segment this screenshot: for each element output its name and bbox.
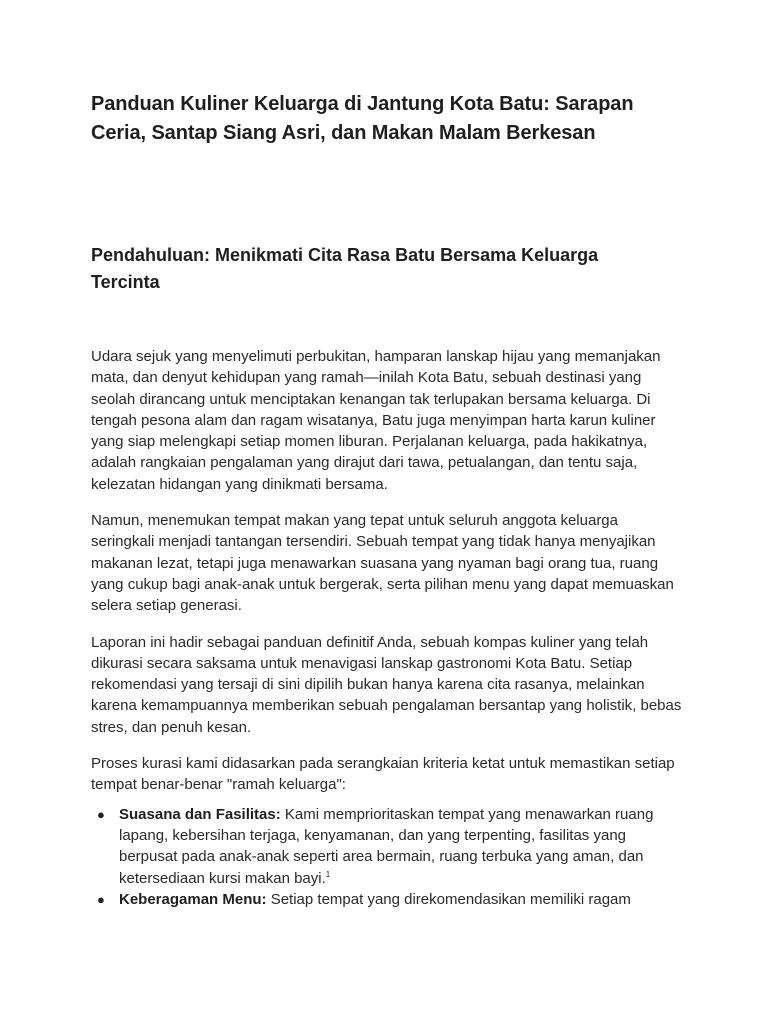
paragraph: Namun, menemukan tempat makan yang tepat untuk seluruh anggota keluarga seringkali menjadi tantangan tersendiri. Sebuah tempat yang tidak hanya menyajikan makanan lezat, tetapi juga menawarkan suasana yang nyaman bagi orang tua, ruang yang cukup bagi anak-anak untuk bergerak, serta pilihan menu yang dapat memuaskan selera setiap generasi. <box>91 512 674 615</box>
criteria-label: Keberagaman Menu: <box>119 890 267 908</box>
paragraph: Laporan ini hadir sebagai panduan definitif Anda, sebuah kompas kuliner yang telah dikurasi secara saksama untuk menavigasi lanskap gastronomi Kota Batu. Setiap rekomendasi yang tersaji di sini dipilih bukan hanya karena cita rasanya, melainkan karena kemampuannya memberikan sebuah pengalaman bersantap yang holistik, bebas stres, dan penuh kesan. <box>91 633 682 736</box>
bullet-icon: ● <box>97 806 105 822</box>
criteria-list <box>91 804 683 910</box>
list-item <box>91 889 683 910</box>
footnote-ref[interactable]: 1 <box>325 869 331 879</box>
paragraph: Udara sejuk yang menyelimuti perbukitan, hamparan lanskap hijau yang memanjakan mata, dan denyut kehidupan yang ramah—inilah Kota Batu, sebuah destinasi yang seolah dirancang untuk menciptakan kenangan tak terlupakan bersama keluarga. Di tengah pesona alam dan ragam wisatanya, Batu juga menyimpan harta karun kuliner yang siap melengkapi setiap momen liburan. Perjalanan keluarga, pada hakikatnya, adalah rangkaian pengalaman yang dirajut dari tawa, petualangan, dan tentu saja, kelezatan hidangan yang dinikmati bersama. <box>91 348 661 493</box>
paragraph: Proses kurasi kami didasarkan pada serangkaian kriteria ketat untuk memastikan setiap tempat benar-benar "ramah keluarga": <box>91 755 675 794</box>
list-item <box>91 804 683 889</box>
body-text <box>91 346 683 910</box>
criteria-label: Suasana dan Fasilitas: <box>119 805 281 823</box>
criteria-text: Kami memprioritaskan tempat yang menawarkan ruang lapang, kebersihan terjaga, kenyamanan, dan yang terpenting, fasilitas yang berpusat pada anak-anak seperti area bermain, ruang terbuka yang aman, dan ketersediaan kursi makan bayi. <box>119 805 654 887</box>
section-heading-introduction: Pendahuluan: Menikmati Cita Rasa Batu Bersama Keluarga Tercinta <box>91 245 599 292</box>
document-title: Panduan Kuliner Keluarga di Jantung Kota Batu: Sarapan Ceria, Santap Siang Asri, dan Makan Malam Berkesan <box>91 93 634 144</box>
document-page <box>91 90 683 908</box>
bullet-icon: ● <box>97 891 105 907</box>
criteria-text: Setiap tempat yang direkomendasikan memiliki ragam <box>266 890 631 908</box>
